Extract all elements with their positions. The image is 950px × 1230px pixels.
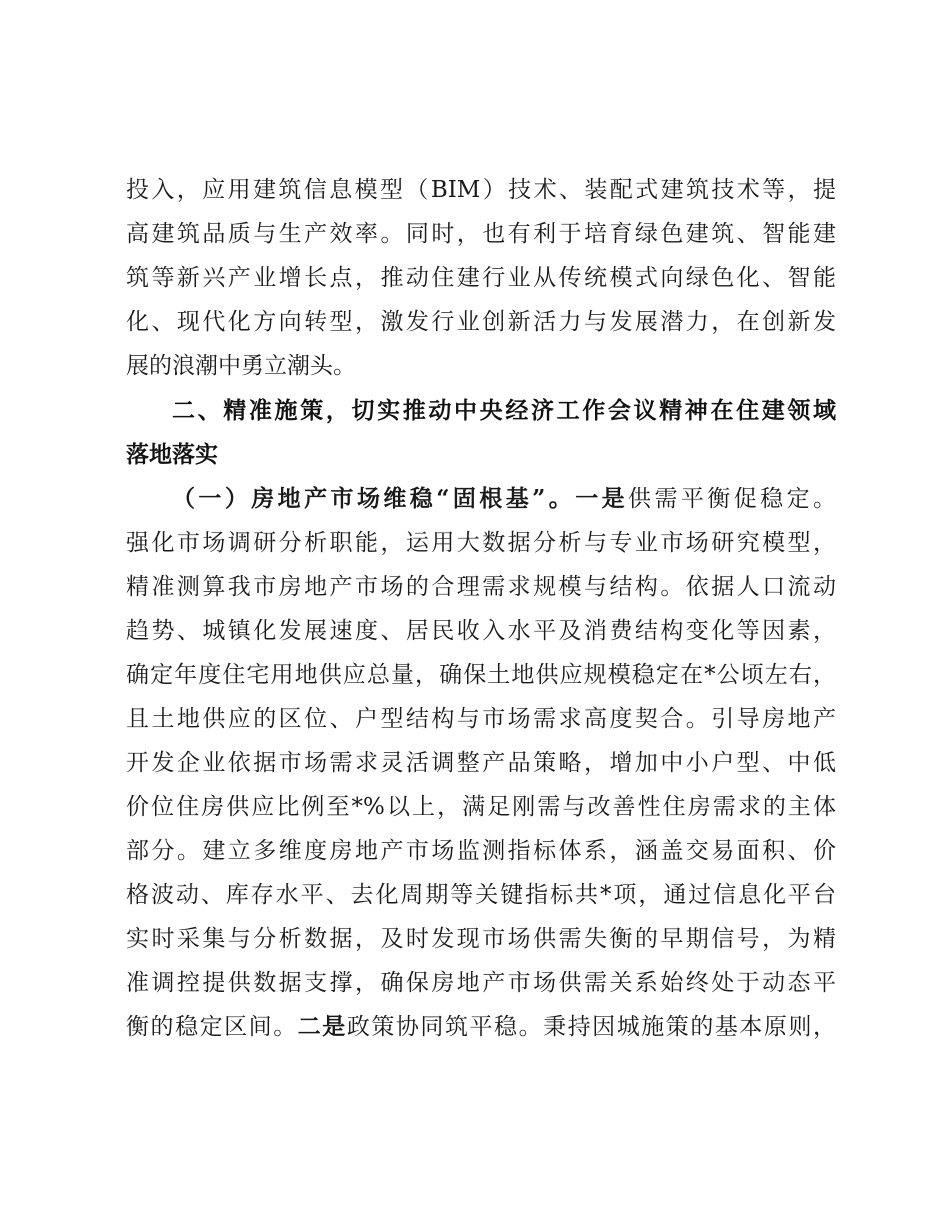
body-text-last-line	[126, 1012, 836, 1042]
body-text-line: 价位住房供应比例至*%以上，满足刚需与改善性住房需求的主体	[126, 794, 836, 820]
body-text-line: 筑等新兴产业增长点，推动住建行业从传统模式向绿色化、智能	[126, 265, 836, 291]
body-text-line: 格波动、库存水平、去化周期等关键指标共*项，通过信息化平台	[126, 882, 836, 908]
body-text-line: 强化市场调研分析职能，运用大数据分析与专业市场研究模型，	[126, 530, 836, 556]
body-text-line: 部分。建立多维度房地产市场监测指标体系，涵盖交易面积、价	[126, 838, 836, 864]
body-text-line: 趋势、城镇化发展速度、居民收入水平及消费结构变化等因素，	[126, 618, 836, 644]
body-text-line: 精准测算我市房地产市场的合理需求规模与结构。依据人口流动	[126, 574, 836, 600]
body-text-line: 准调控提供数据支撑，确保房地产市场供需关系始终处于动态平	[126, 970, 836, 996]
body-text-line: 开发企业依据市场需求灵活调整产品策略，增加中小户型、中低	[126, 750, 836, 776]
body-text-line: 展的浪潮中勇立潮头。	[126, 353, 356, 379]
body-text-line: 高建筑品质与生产效率。同时，也有利于培育绿色建筑、智能建	[126, 221, 836, 247]
body-text-segment: 衡的稳定区间。	[126, 1014, 298, 1040]
point-two-text: 政策协同筑平稳。秉持因城施策的基本原则，	[346, 1014, 837, 1040]
point-two-label: 二是	[297, 1013, 347, 1040]
subsection-title: （一）房地产市场维稳“固根基”。	[172, 485, 576, 512]
section-heading: 二、精准施策，切实推动中央经济工作会议精神在住建领域	[172, 398, 836, 424]
body-text-line: 化、现代化方向转型，激发行业创新活力与发展潜力，在创新发	[126, 309, 836, 335]
subsection-first-line	[172, 484, 836, 514]
body-text-line: 投入，应用建筑信息模型（BIM）技术、装配式建筑技术等，提	[126, 177, 836, 203]
body-text-line: 且土地供应的区位、户型结构与市场需求高度契合。引导房地产	[126, 706, 836, 732]
point-one-text: 供需平衡促稳定。	[628, 486, 836, 512]
section-heading-continued: 落地落实	[126, 442, 218, 468]
body-text-line: 实时采集与分析数据，及时发现市场供需失衡的早期信号，为精	[126, 926, 836, 952]
point-one-label: 一是	[575, 485, 629, 512]
body-text-line: 确定年度住宅用地供应总量，确保土地供应规模稳定在*公顷左右，	[126, 662, 836, 688]
